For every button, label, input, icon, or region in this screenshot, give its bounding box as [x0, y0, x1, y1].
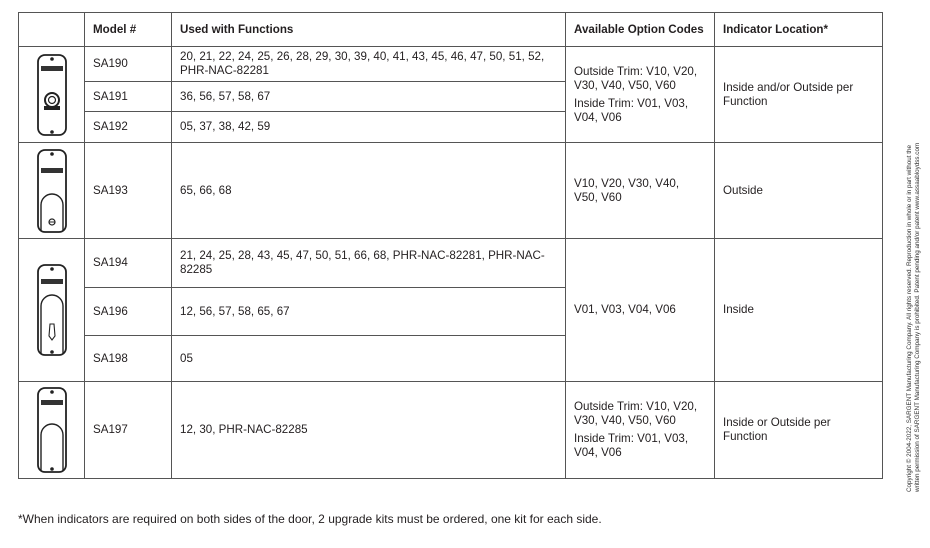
model-number: SA197	[85, 382, 172, 479]
copyright-line-2: written permission of SARGENT Manufacturing Company is prohibited. Patent pending and/or patent www.assaabloydss.com	[914, 142, 921, 492]
indicator-location-cell: Inside and/or Outside per Function	[715, 47, 883, 143]
options-cell	[566, 382, 715, 479]
options-inside-trim: Inside Trim: V01, V03, V04, V06	[574, 432, 689, 459]
indicator-location-cell: Inside or Outside per Function	[715, 382, 883, 479]
model-number: SA191	[85, 82, 172, 112]
trim-lever-icon	[34, 262, 70, 358]
trim-image-cell	[19, 239, 85, 382]
column-header-indicator: Indicator Location*	[715, 13, 883, 47]
copyright-notice	[902, 0, 924, 543]
options-cell: V10, V20, V30, V40, V50, V60	[566, 143, 715, 239]
trim-blank-icon	[34, 385, 70, 475]
functions-cell: 65, 66, 68	[172, 143, 566, 239]
trim-image-cell	[19, 47, 85, 143]
model-number: SA196	[85, 288, 172, 336]
table-row	[19, 382, 883, 479]
column-header-functions: Used with Functions	[172, 13, 566, 47]
functions-cell: 12, 30, PHR-NAC-82285	[172, 382, 566, 479]
indicator-location-cell: Inside	[715, 239, 883, 382]
functions-cell: 20, 21, 22, 24, 25, 26, 28, 29, 30, 39, 40, 41, 43, 45, 46, 47, 50, 51, 52, PHR-NAC-82281	[172, 47, 566, 82]
functions-cell: 05, 37, 38, 42, 59	[172, 112, 566, 143]
model-number: SA193	[85, 143, 172, 239]
image-column-header	[19, 13, 85, 47]
functions-cell: 12, 56, 57, 58, 65, 67	[172, 288, 566, 336]
options-inside-trim: Inside Trim: V01, V03, V04, V06	[574, 96, 689, 124]
footnote: *When indicators are required on both sides of the door, 2 upgrade kits must be ordered, one kit for each side.	[18, 512, 602, 526]
functions-cell: 05	[172, 336, 566, 382]
column-header-options: Available Option Codes	[566, 13, 715, 47]
table-row	[19, 143, 883, 239]
trim-image-cell	[19, 143, 85, 239]
model-number: SA198	[85, 336, 172, 382]
functions-cell: 36, 56, 57, 58, 67	[172, 82, 566, 112]
table-header-row	[19, 13, 883, 47]
product-table	[18, 12, 883, 479]
copyright-line-1: Copyright © 2004-2022, SARGENT Manufacturing Company. All rights reserved. Reproduction in whole or in part without the	[906, 144, 913, 492]
options-outside-trim: Outside Trim: V10, V20, V30, V40, V50, V60	[574, 64, 698, 92]
trim-keyed-lever-icon	[34, 52, 70, 138]
trim-thumbturn-icon	[34, 147, 70, 235]
model-number: SA192	[85, 112, 172, 143]
table-row	[19, 47, 883, 82]
options-cell	[566, 47, 715, 143]
functions-cell: 21, 24, 25, 28, 43, 45, 47, 50, 51, 66, 68, PHR-NAC-82281, PHR-NAC-82285	[172, 239, 566, 288]
model-number: SA194	[85, 239, 172, 288]
column-header-model: Model #	[85, 13, 172, 47]
model-number: SA190	[85, 47, 172, 82]
indicator-location-cell: Outside	[715, 143, 883, 239]
trim-image-cell	[19, 382, 85, 479]
options-cell: V01, V03, V04, V06	[566, 239, 715, 382]
table-row	[19, 239, 883, 288]
options-outside-trim: Outside Trim: V10, V20, V30, V40, V50, V60	[574, 400, 698, 427]
